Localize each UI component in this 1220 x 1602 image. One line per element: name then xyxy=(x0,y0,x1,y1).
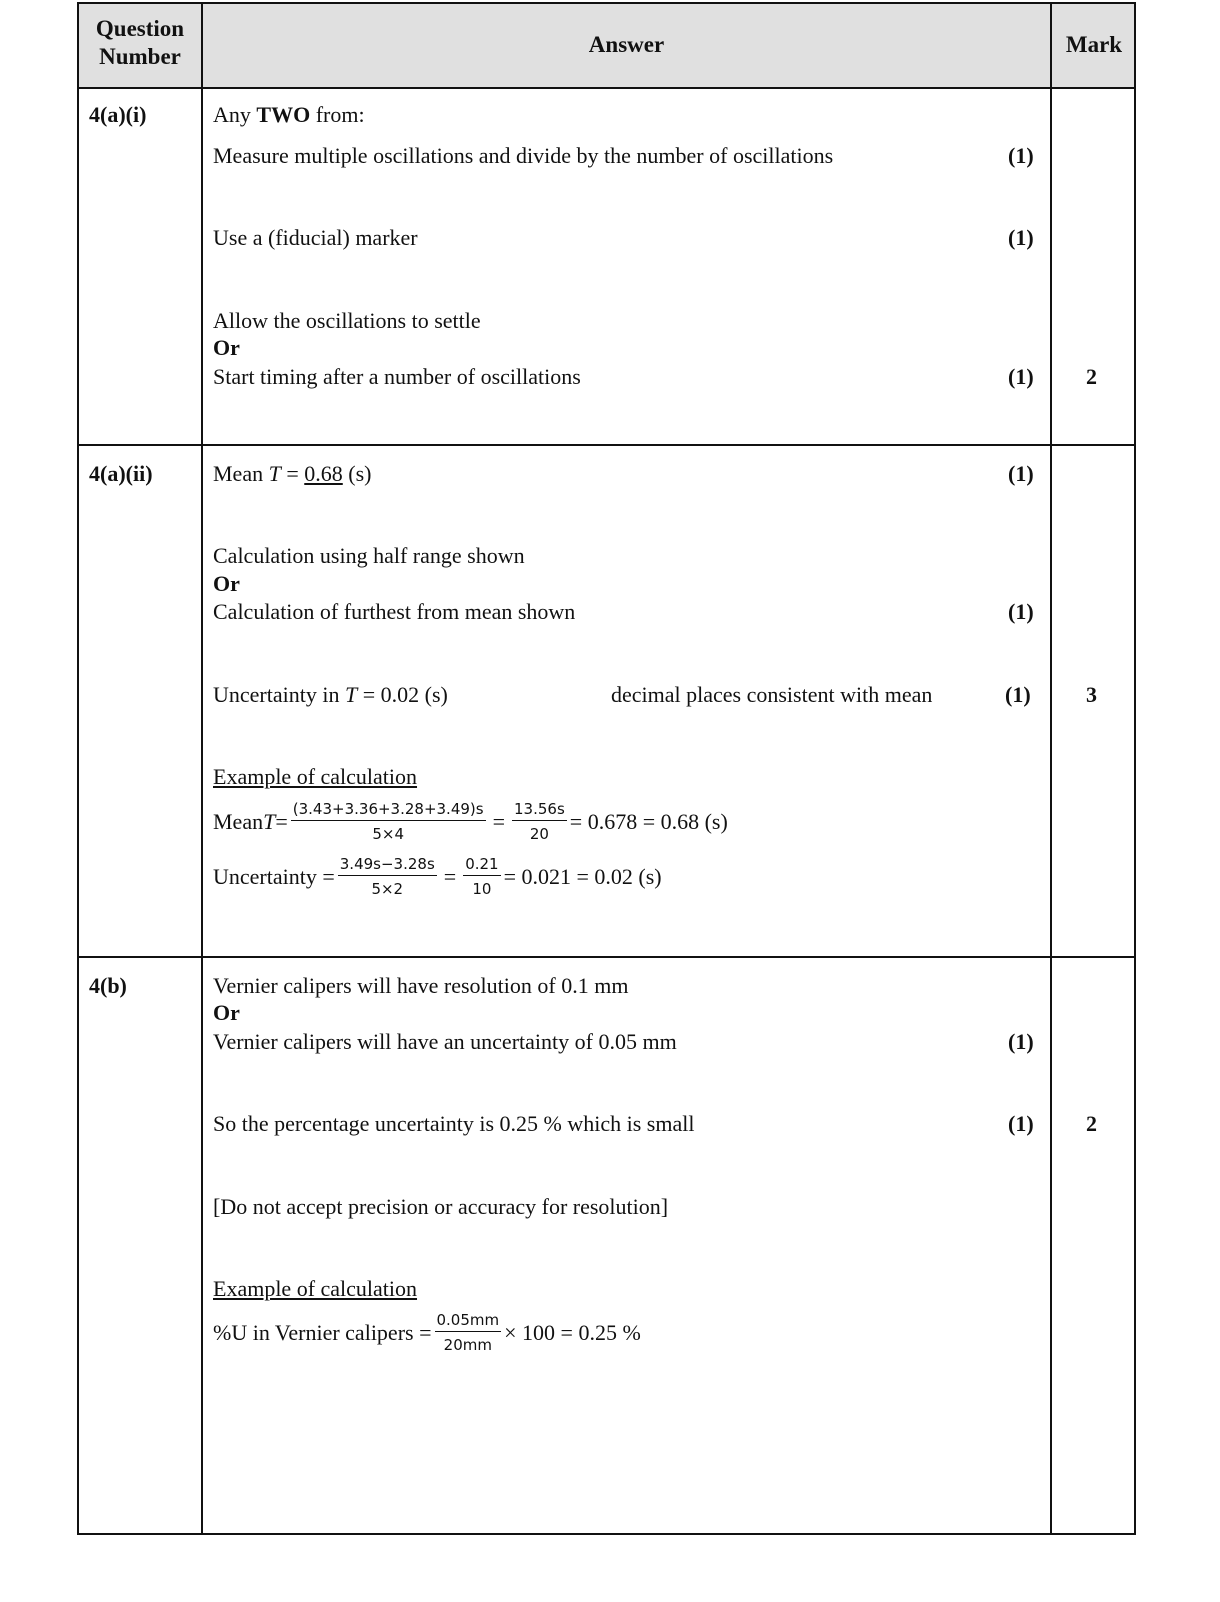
answer-note: [Do not accept precision or accuracy for resolution] xyxy=(213,1194,669,1219)
answer-point: Measure multiple oscillations and divide by the number of oscillations xyxy=(213,143,834,168)
total-mark: 2 xyxy=(1086,1111,1097,1136)
row-divider xyxy=(79,956,1134,958)
answer-point: Calculation of furthest from mean shown xyxy=(213,599,576,624)
uncertainty-answer: Uncertainty in T = 0.02 (s) xyxy=(213,682,448,707)
question-number: 4(a)(i) xyxy=(89,102,147,127)
answer-point: Allow the oscillations to settle xyxy=(213,308,481,333)
fraction: $\frac{0.05mm}{20mm}$ xyxy=(436,1311,500,1354)
or-label: Or xyxy=(213,335,240,360)
point-mark: (1) xyxy=(1008,364,1034,389)
header-question-line1: Question xyxy=(95,16,185,41)
answer-point: Use a (fiducial) marker xyxy=(213,225,418,250)
question-number: 4(a)(ii) xyxy=(89,461,153,486)
total-mark: 3 xyxy=(1086,682,1097,707)
header-question-line2: Number xyxy=(99,44,181,69)
example-heading: Example of calculation xyxy=(213,1276,418,1301)
header-answer: Answer xyxy=(588,32,665,57)
point-mark: (1) xyxy=(1008,1029,1034,1054)
column-divider xyxy=(1050,4,1052,1533)
point-mark: (1) xyxy=(1008,461,1034,486)
percentage-uncertainty-calculation: %U in Vernier calipers = $\frac{0.05mm}{20mm}$ × 100 = 0.25 % xyxy=(213,1311,641,1354)
point-mark: (1) xyxy=(1005,682,1031,707)
uncertainty-calculation: Uncertainty = $\frac{3.49s-3.28s}{5\times 2}$ = $\frac{0.21}{10}$ = 0.021 = 0.02 (s) xyxy=(213,855,662,898)
answer-point: Calculation using half range shown xyxy=(213,543,525,568)
point-mark: (1) xyxy=(1008,143,1034,168)
or-label: Or xyxy=(213,571,240,596)
mean-calculation: Mean T = $\frac{(3.43+3.36+3.28+3.49)s}{5\times 4}$ = $\frac{13.56s}{20}$ = 0.678 = 0.68 (s) xyxy=(213,800,728,843)
total-mark: 2 xyxy=(1086,364,1097,389)
answer-point: Vernier calipers will have an uncertainty of 0.05 mm xyxy=(213,1029,677,1054)
answer-intro: Any TWO from: xyxy=(213,102,365,127)
point-mark: (1) xyxy=(1008,599,1034,624)
fraction: $\frac{3.49s-3.28s}{5\times 2}$ xyxy=(339,855,435,898)
question-number: 4(b) xyxy=(89,973,127,998)
mean-answer: Mean T = 0.68 (s) xyxy=(213,461,372,486)
or-label: Or xyxy=(213,1000,240,1025)
example-heading: Example of calculation xyxy=(213,764,418,789)
header-mark: Mark xyxy=(1065,32,1123,57)
answer-point: Vernier calipers will have resolution of 0.1 mm xyxy=(213,973,629,998)
fraction: $\frac{13.56s}{20}$ xyxy=(514,800,565,843)
header-question-number xyxy=(79,15,201,71)
row-divider xyxy=(79,444,1134,446)
point-mark: (1) xyxy=(1008,225,1034,250)
fraction: $\frac{0.21}{10}$ xyxy=(465,855,499,898)
point-mark: (1) xyxy=(1008,1111,1034,1136)
answer-note: decimal places consistent with mean xyxy=(611,682,933,707)
fraction: $\frac{(3.43+3.36+3.28+3.49)s}{5\times 4}$ xyxy=(292,800,484,843)
answer-point: Start timing after a number of oscillations xyxy=(213,364,581,389)
answer-point: So the percentage uncertainty is 0.25 % which is small xyxy=(213,1111,695,1136)
column-divider xyxy=(201,4,203,1533)
